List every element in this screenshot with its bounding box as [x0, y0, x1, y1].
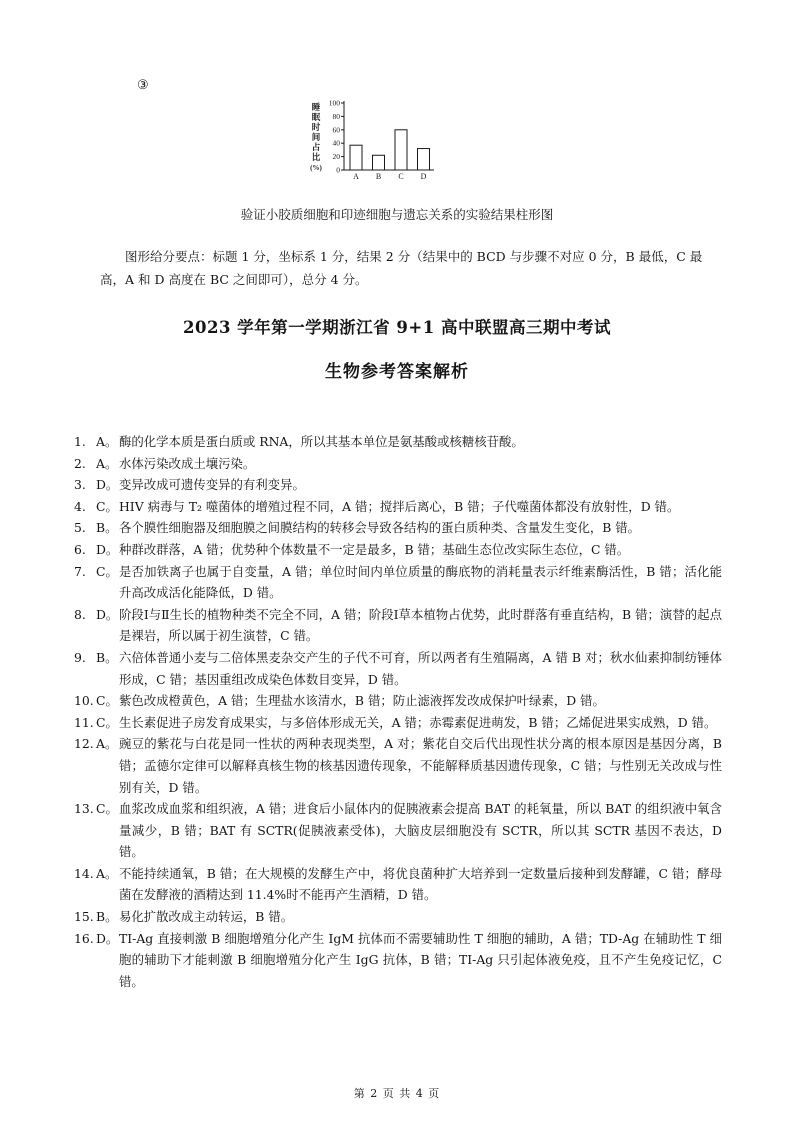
answer-explanation: 豌豆的紫花与白花是同一性状的两种表现类型，A 对；紫花自交后代出现性状分离的根本原因是基因分离，B 错；孟德尔定律可以解释真核生物的核基因遗传现象，不能解释质基因遗传现象，C 错；与性别无关改成与性别有关，D 错。	[119, 736, 722, 795]
answer-item	[74, 712, 722, 734]
answer-explanation: 不能持续通氧，B 错；在大规模的发酵生产中，将优良菌种扩大培养到一定数量后接种到发酵罐，C 错；酵母菌在发酵液的酒精达到 11.4%时不能再产生酒精，D 错。	[119, 865, 722, 903]
answer-key: A。	[96, 434, 118, 449]
answer-item	[74, 798, 722, 863]
answer-key: D。	[96, 606, 119, 622]
answer-item	[74, 561, 722, 604]
answer-key: B。	[96, 520, 118, 536]
bar-c	[395, 130, 407, 170]
answer-item	[74, 517, 722, 539]
x-tick-label: B	[375, 172, 382, 181]
answer-key: C。	[96, 801, 118, 817]
answer-explanation: 种群改群落，A 错；优势种个体数量不一定是最多，B 错；基础生态位改实际生态位，C 错。	[119, 541, 630, 557]
answer-key: D。	[96, 930, 119, 946]
answer-item	[74, 733, 722, 798]
answer-key: B。	[96, 909, 118, 925]
y-axis-label-char: 间	[311, 132, 321, 142]
answer-key: B。	[96, 649, 118, 665]
answer-number: 11.	[74, 714, 94, 730]
answer-explanation: 生长素促进子房发育成果实，与多倍体形成无关，A 错；赤霉素促进萌发，B 错；乙烯促进果实成熟，D 错。	[119, 714, 717, 730]
answer-key: C。	[96, 563, 118, 579]
scoring-note: 图形给分要点：标题 1 分，坐标系 1 分，结果 2 分（结果中的 BCD 与步骤不对应 0 分，B 最低，C 最高，A 和 D 高度在 BC 之间即可），总分 4 分。	[100, 249, 703, 287]
exam-title: 2023 学年第一学期浙江省 9+1 高中联盟高三期中考试	[183, 318, 611, 337]
answer-item	[74, 474, 722, 496]
answer-key: A。	[96, 736, 118, 752]
answer-item	[74, 906, 722, 928]
answer-key: A。	[96, 865, 118, 881]
answer-key: C。	[96, 714, 118, 730]
y-tick-label: 20	[332, 152, 340, 162]
answer-key: D。	[96, 541, 119, 557]
answer-explanation: 水体污染改成土壤污染。	[119, 455, 256, 471]
y-axis-label-char: (%)	[310, 164, 322, 172]
answer-number: 4.	[74, 498, 86, 514]
y-tick-label: 0	[336, 165, 340, 175]
answer-item	[74, 647, 722, 690]
answer-number: 16.	[74, 930, 94, 946]
answer-explanation: 酶的化学本质是蛋白质或 RNA，所以其基本单位是氨基酸或核糖核苷酸。	[119, 434, 524, 449]
answer-key: D。	[96, 477, 119, 493]
answer-explanation: 六倍体普通小麦与二倍体黑麦杂交产生的子代不可育，所以两者有生殖隔离，A 错 B 对；秋水仙素抑制纺锤体形成，C 错；基因重组改成染色体数目变异，D 错。	[119, 649, 722, 687]
y-axis-label-char: 占	[311, 142, 321, 152]
answer-item	[74, 863, 722, 906]
y-axis-label-char: 时	[311, 122, 321, 132]
answer-explanation: 易化扩散改成主动转运，B 错。	[119, 909, 294, 925]
answer-number: 8.	[74, 606, 86, 622]
answer-item	[74, 604, 722, 647]
bar-b	[373, 155, 385, 170]
answer-explanation: 各个膜性细胞器及细胞膜之间膜结构的转移会导致各结构的蛋白质种类、含量发生变化，B 错。	[119, 520, 641, 536]
answer-number: 10.	[74, 693, 94, 709]
answer-number: 7.	[74, 563, 86, 579]
answer-number: 13.	[74, 801, 94, 817]
answer-explanation: 血浆改成血浆和组织液，A 错；进食后小鼠体内的促胰液素会提高 BAT 的耗氧量，所以 BAT 的组织液中氧含量减少，B 错；BAT 有 SCTR(促胰液素受体)，大脑皮层细胞没有 SCTR，所以其 SCTR 基因不表达，D 错。	[119, 801, 722, 860]
answer-explanation: 变异改成可遗传变异的有利变异。	[119, 477, 305, 493]
y-axis-label-char: 眠	[311, 112, 321, 122]
figure-number: ③	[137, 78, 149, 93]
x-tick-label: C	[398, 172, 404, 181]
answer-number: 1.	[74, 434, 86, 449]
answer-explanation: TI-Ag 直接刺激 B 细胞增殖分化产生 IgM 抗体而不需要辅助性 T 细胞的辅助，A 错；TD-Ag 在辅助性 T 细胞的辅助下才能刺激 B 细胞增殖分化产生 IgG 抗体，B 错；TI-Ag 只引起体液免疫，且不产生免疫记忆，C 错。	[119, 930, 722, 989]
answer-number: 12.	[74, 736, 94, 752]
answer-number: 6.	[74, 541, 86, 557]
answer-key: A。	[96, 455, 118, 471]
answer-item	[74, 690, 722, 712]
x-tick-label: D	[420, 172, 427, 181]
exam-subtitle: 生物参考答案解析	[325, 362, 469, 382]
bar-d	[418, 149, 430, 170]
answer-explanation: 阶段Ⅰ与Ⅱ生长的植物种类不完全不同，A 错；阶段Ⅰ草本植物占优势，此时群落有垂直结构，B 错；演替的起点是裸岩，所以属于初生演替，C 错。	[119, 606, 722, 644]
y-tick-label: 100	[328, 98, 340, 108]
answer-item	[74, 453, 722, 475]
answer-item	[74, 496, 722, 518]
answer-explanation: HIV 病毒与 T₂ 噬菌体的增殖过程不同，A 错；搅拌后离心，B 错；子代噬菌体都没有放射性，D 错。	[119, 498, 680, 514]
bar-a	[350, 145, 362, 170]
answer-key: C。	[96, 693, 118, 709]
answer-item	[74, 431, 722, 453]
x-tick-label: A	[353, 172, 359, 181]
answer-number: 3.	[74, 477, 86, 493]
answer-explanation: 紫色改成橙黄色，A 错；生理盐水该清水，B 错；防止滤液挥发改成保护叶绿素，D 错。	[119, 693, 605, 709]
page-footer: 第 2 页 共 4 页	[353, 1087, 441, 1100]
answer-key: C。	[96, 498, 118, 514]
answer-explanation: 是否加铁离子也属于自变量，A 错；单位时间内单位质量的酶底物的消耗量表示纤维素酶活性，B 错；活化能升高改成活化能降低，D 错。	[119, 563, 722, 601]
y-tick-label: 60	[332, 125, 340, 135]
answer-number: 2.	[74, 455, 86, 471]
chart-caption: 验证小胶质细胞和印迹细胞与遗忘关系的实验结果柱形图	[240, 207, 554, 222]
answer-item	[74, 539, 722, 561]
y-axis-label-char: 比	[311, 152, 321, 162]
y-tick-label: 80	[332, 111, 340, 121]
answer-item	[74, 928, 722, 993]
answer-number: 5.	[74, 520, 86, 536]
bar-chart	[308, 96, 438, 186]
answer-list	[74, 431, 722, 992]
answer-number: 14.	[74, 865, 94, 881]
y-axis-label-char: 睡	[311, 102, 321, 112]
answer-number: 15.	[74, 909, 94, 925]
y-tick-label: 40	[332, 138, 340, 148]
answer-number: 9.	[74, 649, 86, 665]
